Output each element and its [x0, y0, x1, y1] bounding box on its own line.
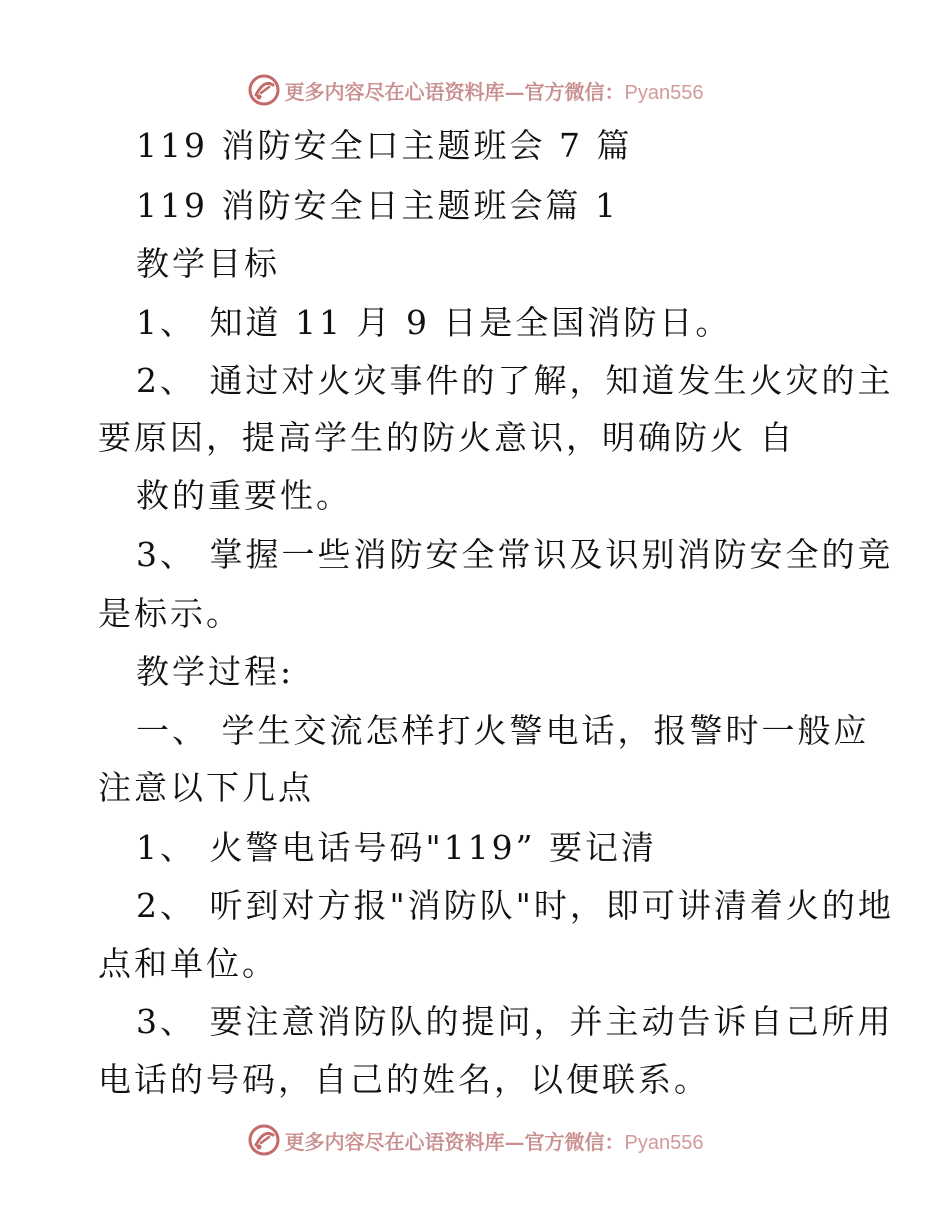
paragraph-line: 2、 通过对火灾事件的了解，知道发生火灾的主 — [136, 361, 894, 400]
watermark-text: 更多内容尽在心语资料库—官方微信：Pyan556 — [284, 79, 704, 104]
paragraph-line: 1、 知道 11 月 9 日是全国消防日。 — [136, 303, 732, 342]
paragraph-line: 要原因，提高学生的防火意识，明确防火 自 — [98, 418, 796, 457]
watermark-footer — [0, 1122, 950, 1158]
paragraph-line: 是标示。 — [98, 594, 242, 633]
watermark-wechat-id: Pyan556 — [624, 81, 704, 104]
fire-circle-logo-icon — [247, 1123, 281, 1157]
paragraph-line: 点和单位。 — [98, 944, 278, 983]
paragraph-line: 3、 要注意消防队的提问，并主动告诉自己所用 — [136, 1002, 894, 1041]
watermark-text: 更多内容尽在心语资料库—官方微信：Pyan556 — [284, 1129, 704, 1154]
paragraph-line: 注意以下几点 — [98, 768, 314, 807]
paragraph-line: 1、 火警电话号码"119” 要记清 — [136, 828, 658, 867]
watermark-wechat-id: Pyan556 — [624, 1131, 704, 1154]
section-heading-process: 教学过程: — [136, 652, 295, 691]
paragraph-line: 救的重要性。 — [136, 476, 352, 515]
doc-subtitle: 119 消防安全日主题班会篇 1 — [136, 186, 619, 225]
section-heading-goals: 教学目标 — [136, 244, 280, 283]
paragraph-line: 3、 掌握一些消防安全常识及识别消防安全的竟 — [136, 535, 894, 574]
paragraph-line: 一、 学生交流怎样打火警电话，报警时一般应 — [136, 711, 870, 750]
paragraph-line: 2、 听到对方报"消防队"时，即可讲清着火的地 — [136, 886, 894, 925]
doc-title: 119 消防安全口主题班会 7 篇 — [136, 126, 633, 165]
paragraph-line: 电话的号码，自己的姓名，以便联系。 — [98, 1060, 710, 1099]
